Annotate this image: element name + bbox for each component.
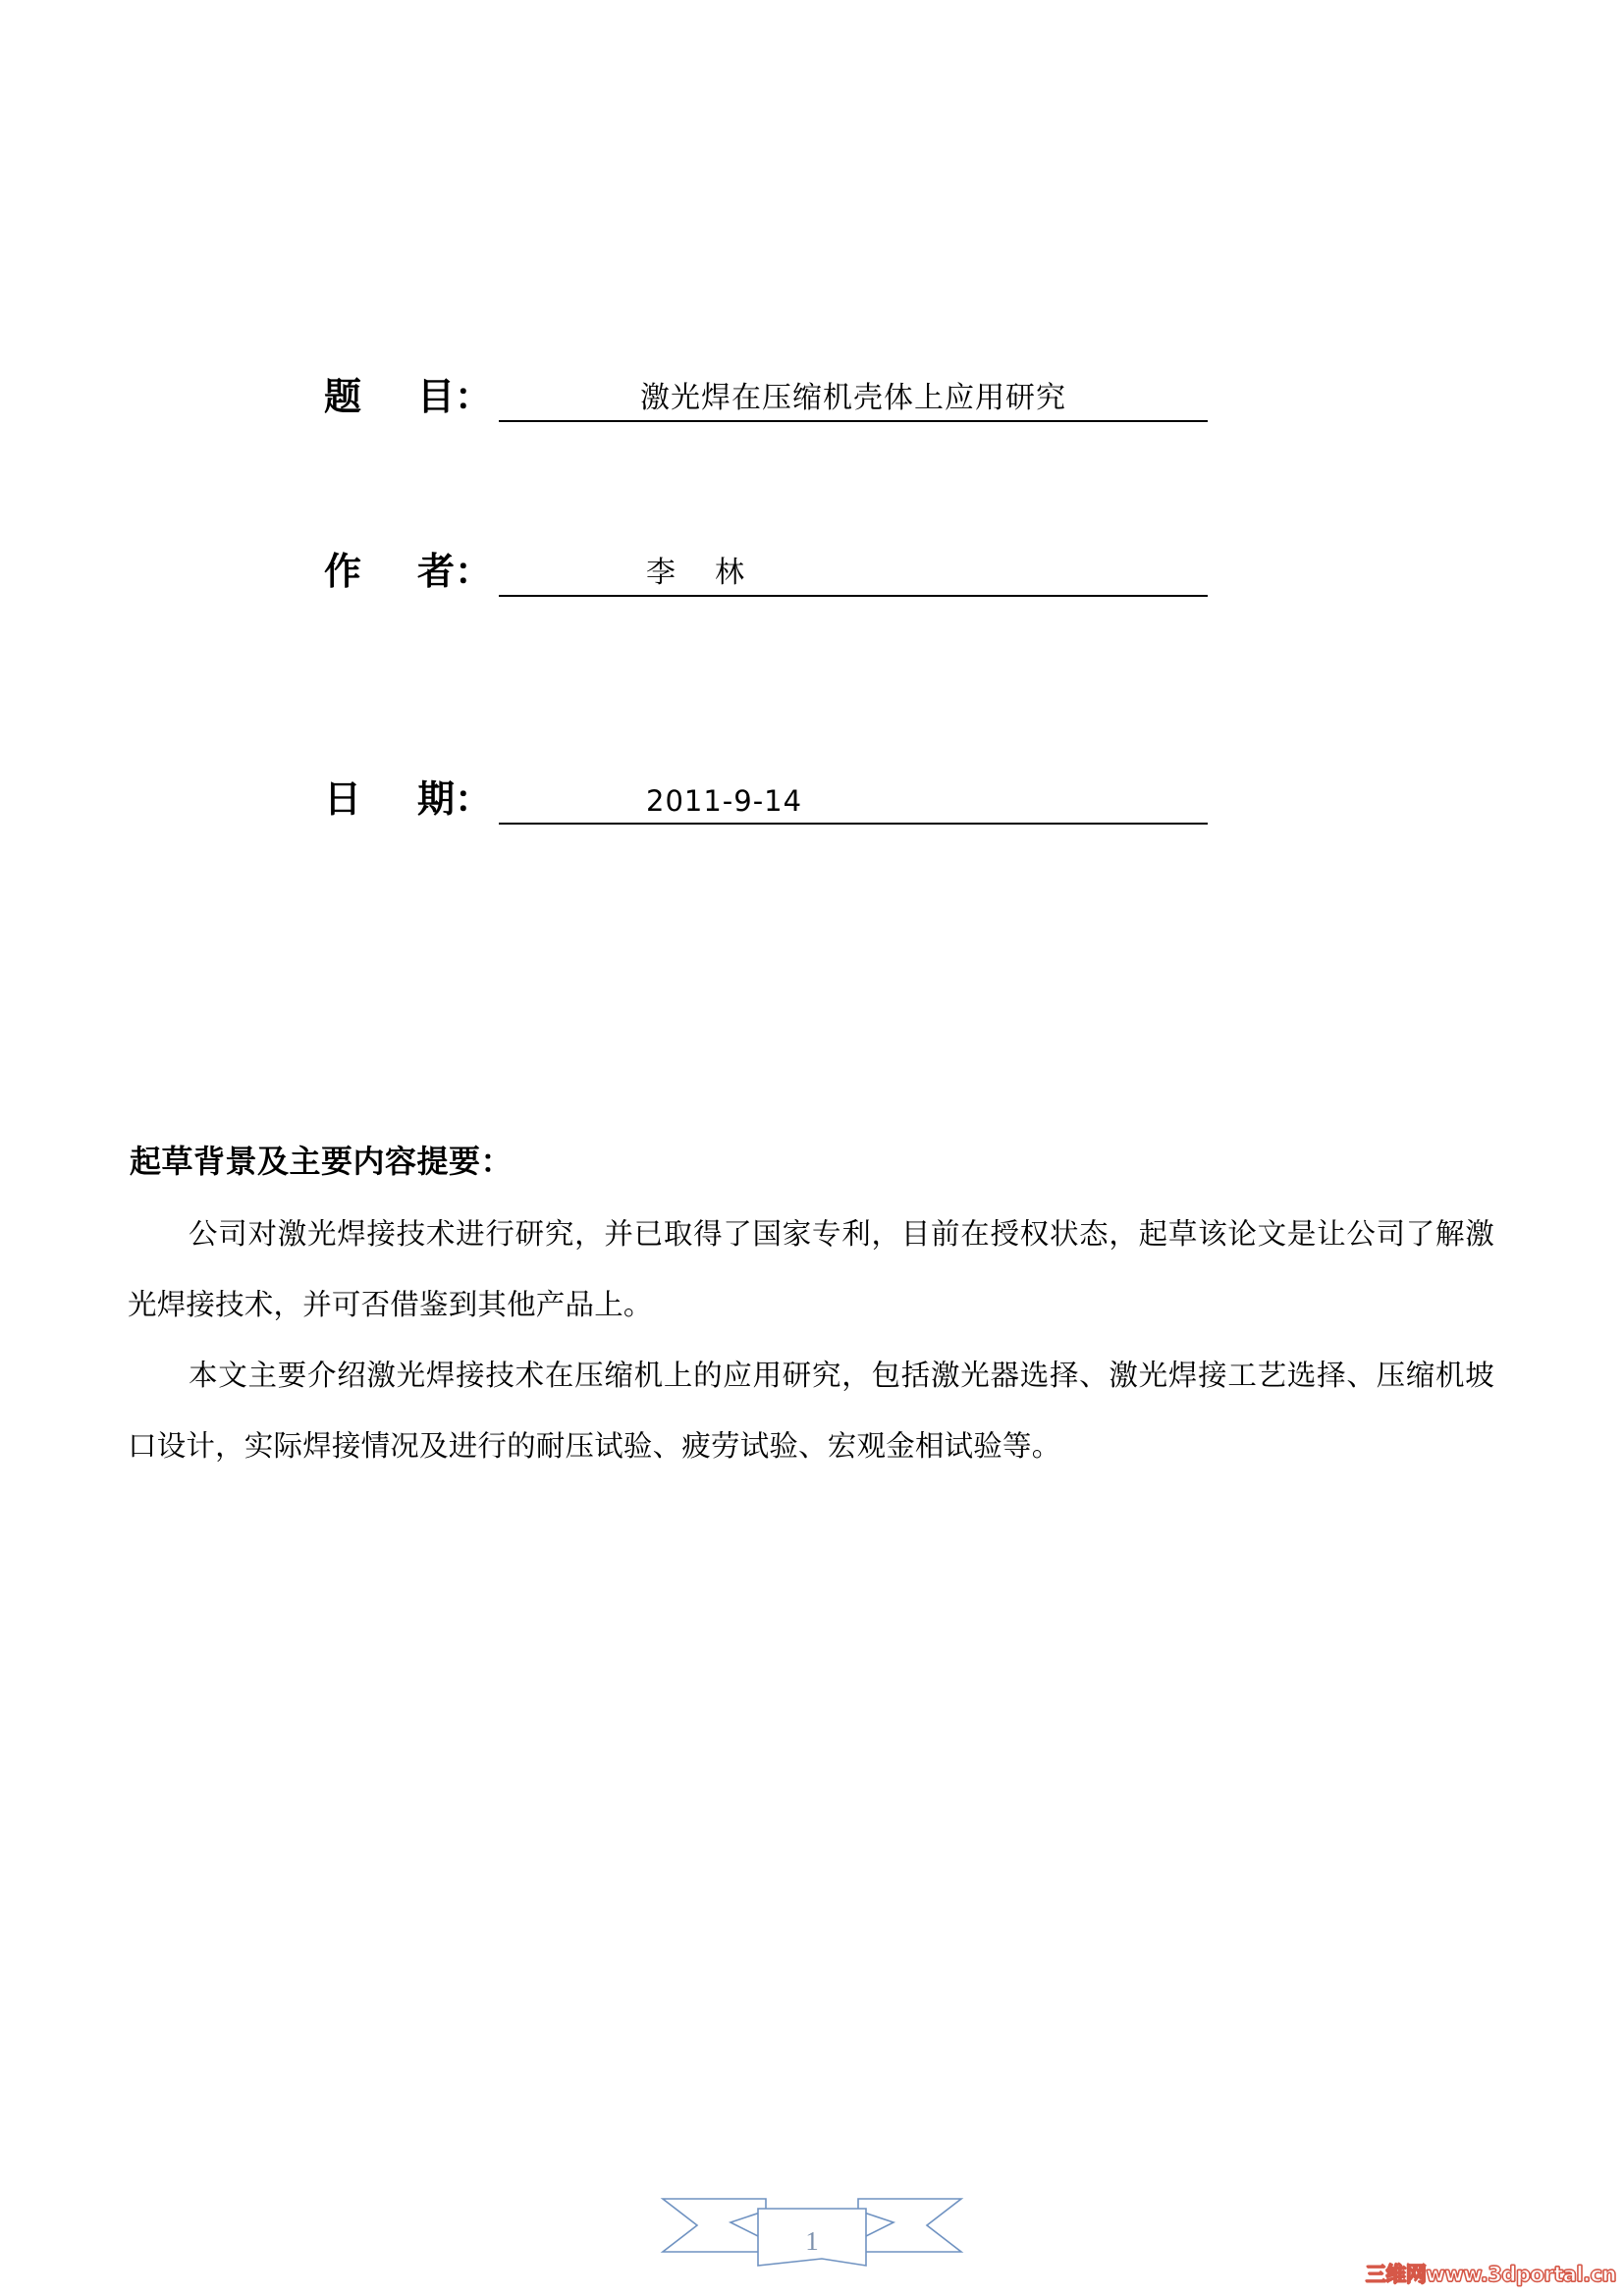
section-heading: 起草背景及主要内容提要： <box>130 1143 514 1180</box>
form-label-date: 日 期： <box>324 779 493 821</box>
form-field-author[interactable] <box>499 546 1208 597</box>
form-value-date: 2011-9-14 <box>646 784 803 818</box>
page-number-ribbon <box>660 2197 964 2281</box>
form-label-author: 作 者： <box>324 552 493 593</box>
paragraph-background: 公司对激光焊接技术进行研究，并已取得了国家专利，目前在授权状态，起草该论文是让公司了解激光焊接技术，并可否借鉴到其他产品上。 <box>128 1219 1494 1321</box>
form-row-date <box>324 756 1208 825</box>
form-value-author: 李 林 <box>646 557 746 589</box>
cover-form-block <box>324 353 1208 825</box>
form-row-author <box>324 528 1208 597</box>
form-row-title <box>324 353 1208 422</box>
paragraph-summary: 本文主要介绍激光焊接技术在压缩机上的应用研究，包括激光器选择、激光焊接工艺选择、压缩机坡口设计，实际焊接情况及进行的耐压试验、疲劳试验、宏观金相试验等。 <box>128 1361 1494 1463</box>
form-label-title: 题 目： <box>324 377 493 418</box>
site-watermark: 三维网www.3dportal.cn <box>1365 2263 1616 2286</box>
body-text-block <box>128 1200 1494 1482</box>
page-number: 1 <box>805 2226 819 2256</box>
form-value-title: 激光焊在压缩机壳体上应用研究 <box>640 382 1066 414</box>
form-field-date[interactable] <box>499 774 1208 825</box>
form-field-title[interactable] <box>499 371 1208 422</box>
